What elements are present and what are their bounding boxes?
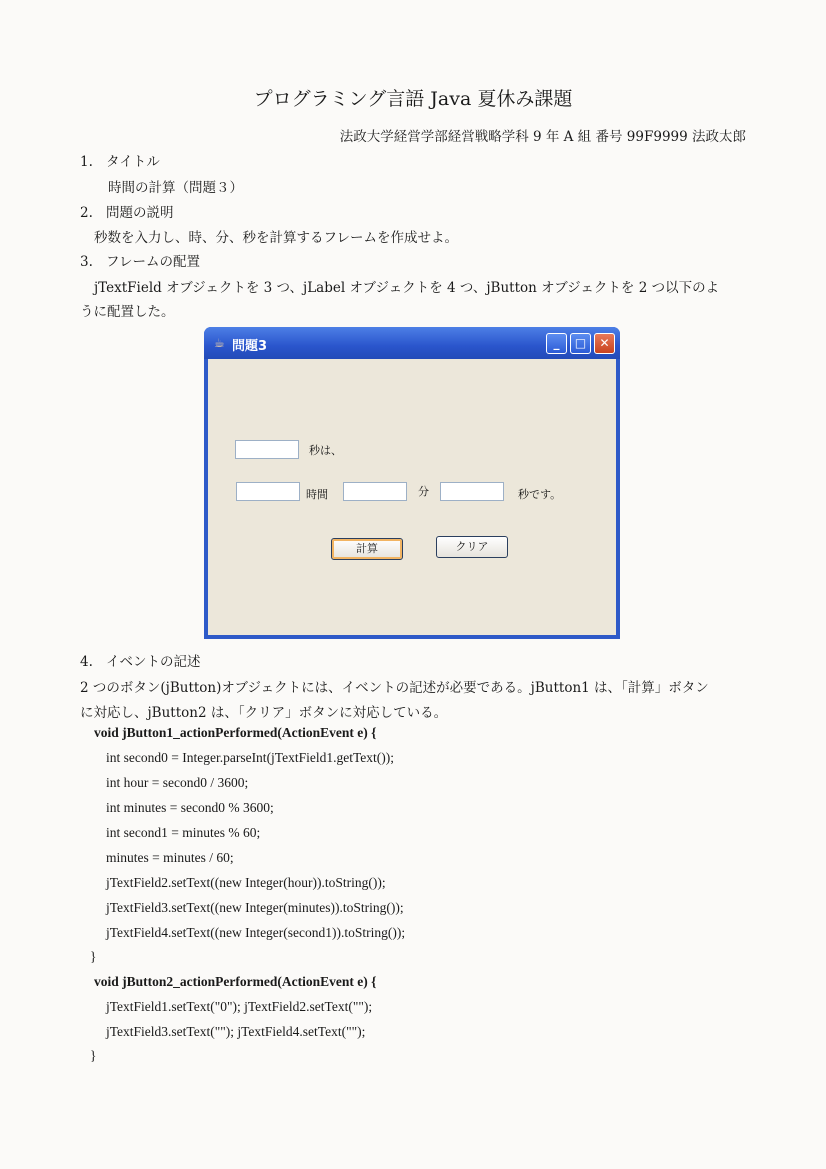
document-title: プログラミング言語 Java 夏休み課題 bbox=[253, 88, 573, 110]
section-title: イベントの記述 bbox=[106, 654, 201, 670]
author-line: 法政大学経営学部経営戦略学科 9 年 A 組 番号 99F9999 法政太郎 bbox=[339, 129, 746, 145]
maximize-button[interactable] bbox=[570, 333, 591, 354]
code-line: int second1 = minutes % 60; bbox=[106, 825, 261, 840]
calc-button[interactable]: 計算 bbox=[331, 538, 403, 560]
section-3-heading bbox=[80, 250, 200, 270]
java-cup-icon[interactable]: ☕ bbox=[214, 336, 225, 350]
close-icon: ✕ bbox=[599, 336, 610, 350]
code-line: void jButton1_actionPerformed(ActionEvent e) { bbox=[94, 725, 377, 740]
seconds-output-label: 秒です。 bbox=[518, 488, 562, 501]
hours-label: 時間 bbox=[306, 488, 328, 501]
code-line: minutes = minutes / 60; bbox=[106, 850, 234, 865]
section-number: 1. bbox=[80, 154, 93, 170]
code-line: void jButton2_actionPerformed(ActionEvent e) { bbox=[94, 974, 377, 989]
section-4-body-line-1: 2 つのボタン(jButton)オブジェクトには、イベントの記述が必要である。jButton1 は、「計算」ボタン bbox=[80, 680, 709, 696]
code-line: int hour = second0 / 3600; bbox=[106, 775, 249, 790]
code-line: jTextField3.setText((new Integer(minutes)).toString()); bbox=[106, 900, 404, 915]
window-client-area bbox=[208, 359, 616, 635]
code-line: int second0 = Integer.parseInt(jTextField1.getText()); bbox=[106, 750, 395, 765]
section-number: 2. bbox=[80, 205, 93, 221]
section-4-body-line-2: に対応し、jButton2 は、「クリア」ボタンに対応している。 bbox=[80, 705, 448, 721]
code-line: jTextField4.setText((new Integer(second1)).toString()); bbox=[106, 925, 406, 940]
code-line: } bbox=[90, 1048, 97, 1063]
window-title: 問題3 bbox=[232, 339, 268, 354]
section-title: タイトル bbox=[106, 154, 160, 170]
minutes-label: 分 bbox=[418, 485, 429, 498]
section-title: 問題の説明 bbox=[106, 205, 174, 221]
code-line: int minutes = second0 % 3600; bbox=[106, 800, 274, 815]
seconds-input-label: 秒は、 bbox=[309, 444, 342, 457]
section-number: 4. bbox=[80, 654, 93, 670]
close-button[interactable] bbox=[594, 333, 615, 354]
section-number: 3. bbox=[80, 254, 93, 270]
code-line: jTextField1.setText("0"); jTextField2.setText(""); bbox=[106, 999, 373, 1014]
section-3-body-line-2: うに配置した。 bbox=[80, 304, 175, 320]
section-3-body-line-1: jTextField オブジェクトを 3 つ、jLabel オブジェクトを 4 つ、jButton オブジェクトを 2 つ以下のよ bbox=[94, 280, 720, 296]
frame-window bbox=[204, 327, 620, 639]
clear-button[interactable]: クリア bbox=[436, 536, 508, 558]
section-2-body: 秒数を入力し、時、分、秒を計算するフレームを作成せよ。 bbox=[94, 230, 458, 246]
minimize-icon: _ bbox=[553, 336, 560, 350]
code-line: jTextField2.setText((new Integer(hour)).toString()); bbox=[106, 875, 386, 890]
section-title: フレームの配置 bbox=[106, 254, 200, 270]
code-line: jTextField3.setText(""); jTextField4.setText(""); bbox=[106, 1024, 366, 1039]
code-line: } bbox=[90, 949, 97, 964]
seconds-input-field[interactable] bbox=[235, 440, 299, 459]
minimize-button[interactable] bbox=[546, 333, 567, 354]
maximize-icon: □ bbox=[574, 336, 587, 350]
section-2-heading bbox=[80, 201, 174, 221]
section-4-heading bbox=[80, 650, 201, 670]
seconds-output-field[interactable] bbox=[440, 482, 504, 501]
window-titlebar[interactable] bbox=[204, 327, 620, 359]
section-1-body: 時間の計算（問題３） bbox=[108, 180, 243, 196]
section-1-heading bbox=[80, 150, 160, 170]
minutes-output-field[interactable] bbox=[343, 482, 407, 501]
hours-output-field[interactable] bbox=[236, 482, 300, 501]
